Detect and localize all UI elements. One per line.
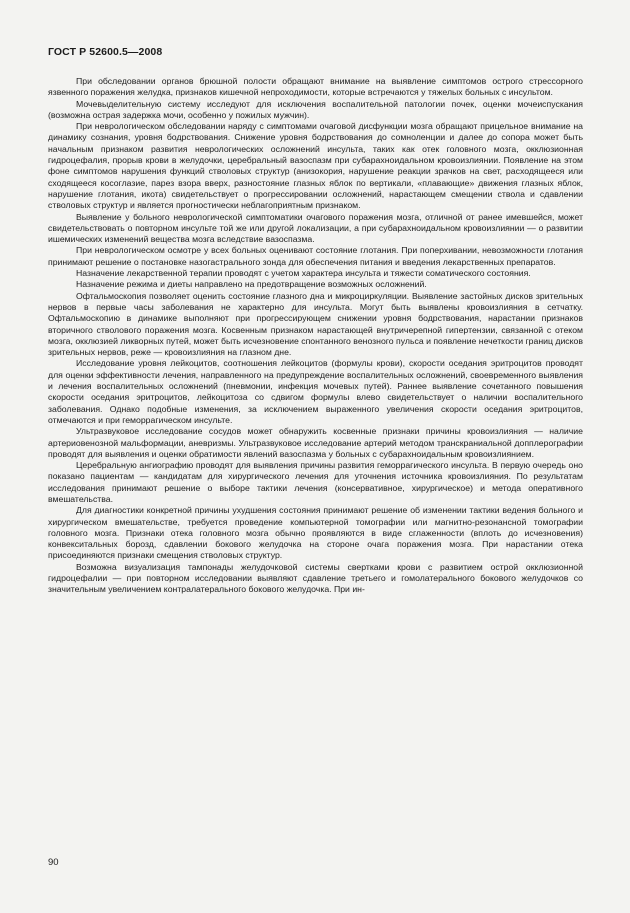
paragraph: Церебральную ангиографию проводят для выявления причины развития геморрагического инсульта. В первую очередь оно показано пациентам — кандидатам для хирургического лечения для уточнения источника кровоизлияния. По результатам исследования принимают решение о выборе тактики лечения (консервативное, хирургическое) и метода оперативного вмешательства. <box>48 460 583 504</box>
paragraph: Назначение лекарственной терапии проводят с учетом характера инсульта и тяжести соматического состояния. <box>76 268 531 279</box>
paragraph: Выявление у больного неврологической симптоматики очагового поражения мозга, отличной от ранее имевшейся, может свидетельствовать о повторном инсульте той же или другой локализации, а при субарахноидальном кровоизлиянии — о развитии ишемических изменений вещества мозга вследствие вазоспазма. <box>48 211 583 245</box>
paragraph: Назначение режима и диеты направлено на предотвращение возможных осложнений. <box>76 279 427 290</box>
body-text <box>48 76 583 596</box>
paragraph: При неврологическом осмотре у всех больных оценивают состояние глотания. При поперхивании, невозможности глотания принимают решение о постановке назогастрального зонда для обеспечения питания и введения лекарственных препаратов. <box>48 245 583 267</box>
page-number: 90 <box>48 857 59 868</box>
paragraph: Возможна визуализация тампонады желудочковой системы свертками крови с развитием острой окклюзионной гидроцефалии — при повторном исследовании выявляют сдавление третьего и гомолатерального бокового желудочков со значительным увеличением контралатерального бокового желудочка. При ин- <box>48 561 583 595</box>
paragraph: При неврологическом обследовании наряду с симптомами очаговой дисфункции мозга обращают прицельное внимание на динамику сознания, уровня бодрствования. Снижение уровня бодрствования до сомноленции и далее до сопора может быть начальным признаком развития неврологических осложнений инсульта, таких как отек головного мозга, окклюзионная гидроцефалия, прорыв крови в желудочки, церебральный вазоспазм при субарахноидальном кровоизлиянии. Появление на этом фоне симптомов нарушения функций стволовых структур (анизокория, нарушение реакции зрачков на свет, расходящееся или сходящееся косоглазие, парез взора вверх, разностояние глазных яблок по вертикали, «плавающие» движения глазных яблок, нарушение глотания, икота) свидетельствует о прогрессировании осложнений, нарастающем смещении ствола и сдавлении стволовых структур и является прогностически неблагоприятным признаком. <box>48 121 583 211</box>
document-header: ГОСТ Р 52600.5—2008 <box>48 46 163 58</box>
paragraph: Ультразвуковое исследование сосудов может обнаружить косвенные признаки причины кровоизлияния — наличие артериовенозной мальформации, аневризмы. Ультразвуковое исследование артерий методом транскраниальной допплерографии проводят для выявления и оценки обратимости явлений вазоспазма у больных с субарахноидальным кровоизлиянием. <box>48 426 583 459</box>
paragraph: Исследование уровня лейкоцитов, соотношения лейкоцитов (формулы крови), скорости оседания эритроцитов проводят для оценки эффективности лечения, направленного на предупреждение воспалительных осложнений, своевременного выявления и лечения воспалительных осложнений (пневмонии, инфекция мочевых путей). Раннее выявление сочетанного повышения скорости оседания эритроцитов, лейкоцитоза со сдвигом формулы влево свидетельствует о наличии воспалительного заболевания. Однако подобные изменения, за исключением выраженного увеличения скорости оседания эритроцитов, отмечаются и при геморрагическом инсульте. <box>48 358 583 425</box>
paragraph: При обследовании органов брюшной полости обращают внимание на выявление симптомов острого стрессорного язвенного поражения желудка, признаков кишечной непроходимости, которые встречаются у тяжелых больных с инсультом. <box>48 76 583 98</box>
paragraph: Для диагностики конкретной причины ухудшения состояния принимают решение об изменении тактики ведения больного и хирургическом вмешательстве, требуется проведение компьютерной томографии или магнитно-резонансной томографии головного мозга. Признаки отека головного мозга обычно проявляются в виде сглаженности (вплоть до исчезновения) конвекситальных борозд, сдавлении бокового желудочка на стороне очага поражения мозга. При нарастании отека присоединяются признаки смещения стволовых структур. <box>48 505 583 561</box>
paragraph: Офтальмоскопия позволяет оценить состояние глазного дна и микроциркуляции. Выявление застойных дисков зрительных нервов в первые часы заболевания не характерно для инсульта. Могут быть выявлены кровоизлияния в сетчатку. Офтальмоскопию в динамике выполняют при прогрессирующем снижении уровня бодрствования, нарастании признаков вторичного стволового поражения мозга. Косвенным признаком нарастающей внутричерепной гипертензии, связанной с отеком мозга, окклюзией ликворных путей, может быть исчезновение спонтанного венозного пульса и появление нечеткости границ дисков зрительных нервов, реже — кровоизлияния на глазном дне. <box>48 290 583 358</box>
paragraph: Мочевыделительную систему исследуют для исключения воспалительной патологии почек, оценки мочеиспускания (возможна острая задержка мочи, особенно у пожилых мужчин). <box>48 98 583 120</box>
